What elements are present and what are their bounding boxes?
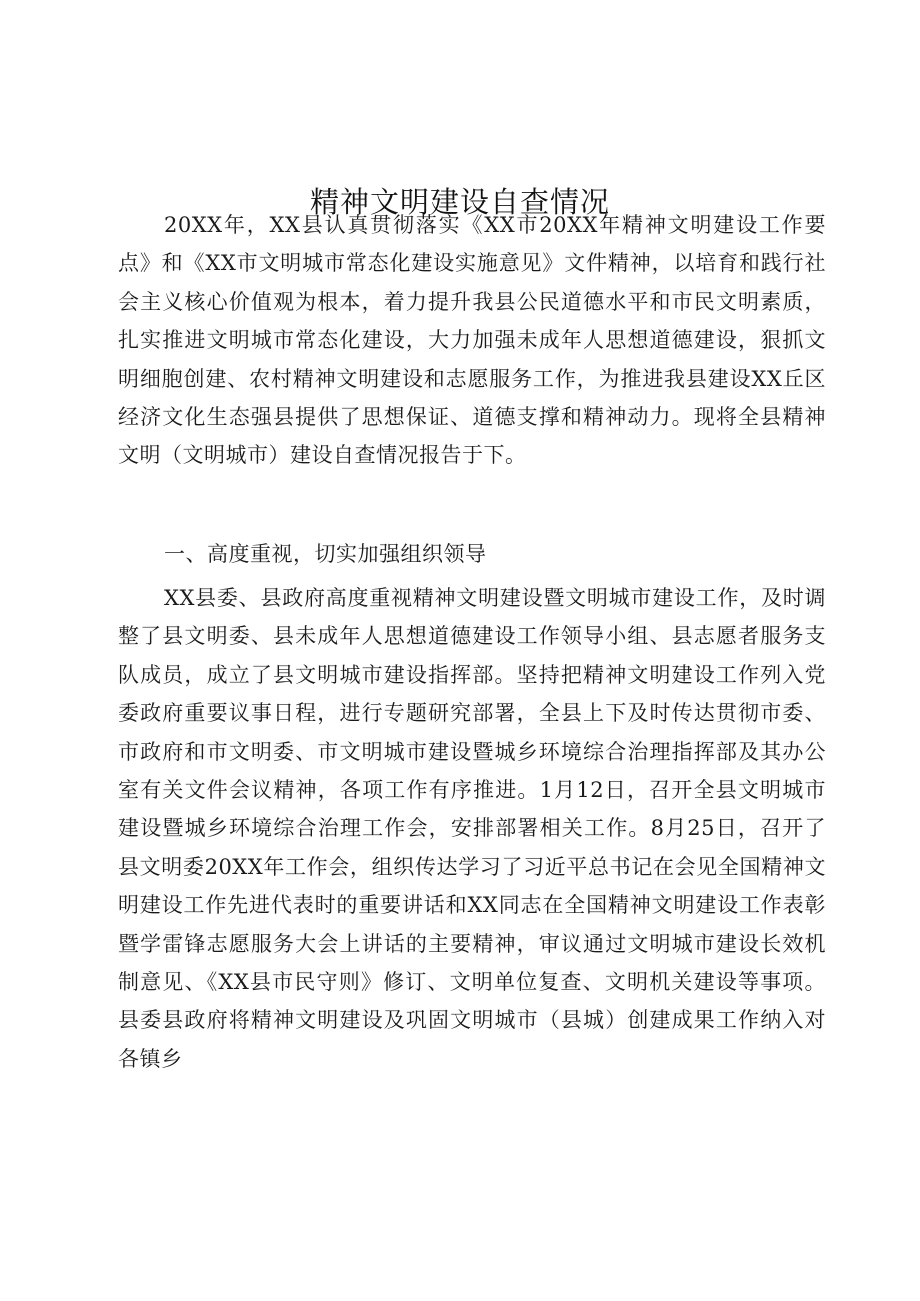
section-paragraph: XX县委、县政府高度重视精神文明建设暨文明城市建设工作，及时调整了县文明委、县未成年人思想道德建设工作领导小组、县志愿者服务支队成员，成立了县文明城市建设指挥部。坚持把精神文明建设工作列入党委政府重要议事日程，进行专题研究部署，全县上下及时传达贯彻市委、市政府和市文明委、市文明城市建设暨城乡环境综合治理指挥部及其办公室有关文件会议精神，各项工作有序推进。1月12日，召开全县文明城市建设暨城乡环境综合治理工作会，安排部署相关工作。8月25日，召开了县文明委20XX年工作会，组织传达学习了习近平总书记在会见全国精神文明建设工作先进代表时的重要讲话和XX同志在全国精神文明建设工作表彰暨学雷锋志愿服务大会上讲话的主要精神，审议通过文明城市建设长效机制意见、《XX县市民守则》修订、文明单位复查、文明机关建设等事项。县委县政府将精神文明建设及巩固文明城市（县城）创建成果工作纳入对各镇乡 (118, 586, 826, 1071)
intro-paragraph: 20XX年，XX县认真贯彻落实《XX市20XX年精神文明建设工作要点》和《XX市文明城市常态化建设实施意见》文件精神，以培育和践行社会主义核心价值观为根本，着力提升我县公民道德水平和市民文明素质，扎实推进文明城市常态化建设，大力加强未成年人思想道德建设，狠抓文明细胞创建、农村精神文明建设和志愿服务工作，为推进我县建设XX丘区经济文化生态强县提供了思想保证、道德支撑和精神动力。现将全县精神文明（文明城市）建设自查情况报告于下。 (118, 213, 826, 468)
section-heading: 一、高度重视，切实加强组织领导 (164, 542, 487, 566)
document-title: 精神文明建设自查情况 (309, 185, 610, 219)
